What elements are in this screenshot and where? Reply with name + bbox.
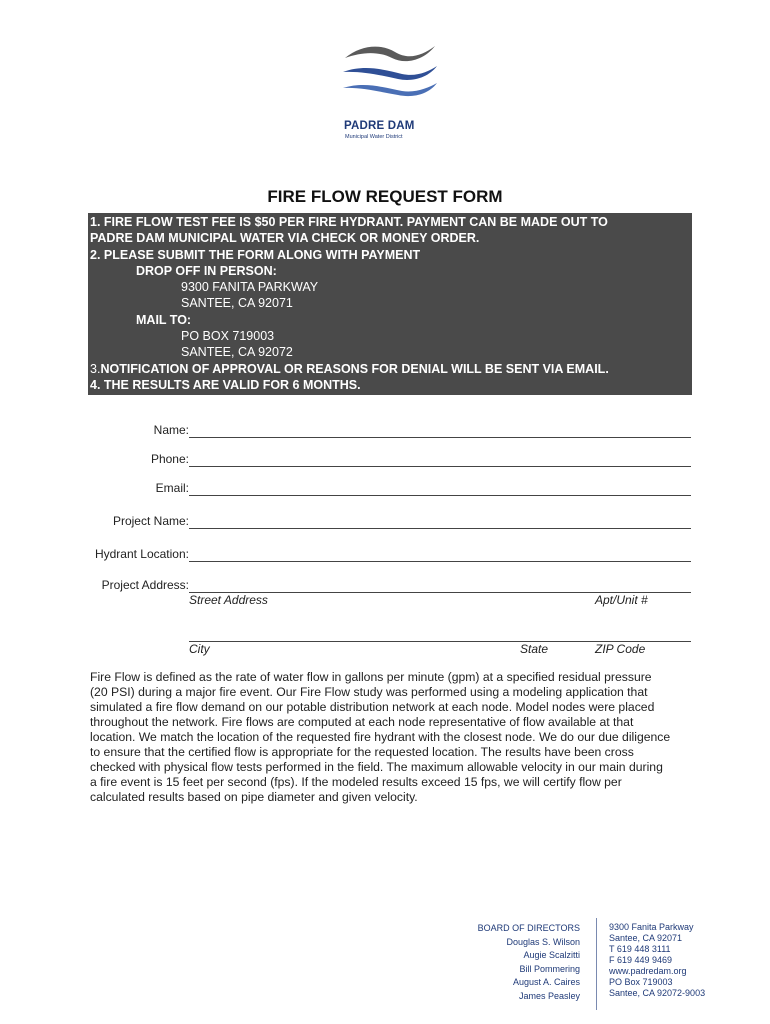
phone-field-row <box>0 452 770 470</box>
project-name-field-row <box>0 514 770 532</box>
notice-drop-off-heading: DROP OFF IN PERSON: <box>136 263 277 278</box>
city-label: City <box>189 642 210 656</box>
logo-name: PADRE DAM <box>344 120 415 132</box>
notice-mail-city: SANTEE, CA 92072 <box>181 345 293 360</box>
state-label: State <box>520 642 549 656</box>
apt-unit-label: Apt/Unit # <box>595 593 648 607</box>
name-field[interactable] <box>189 437 691 438</box>
phone-label: Phone: <box>150 452 189 466</box>
notice-line-fee: 1. FIRE FLOW TEST FEE IS $50 PER FIRE HYDRANT. PAYMENT CAN BE MADE OUT TO <box>90 215 608 229</box>
hydrant-location-field-row <box>0 547 770 565</box>
street-address-label: Street Address <box>189 593 268 607</box>
notice-mail-heading: MAIL TO: <box>136 312 192 327</box>
description-line: Fire Flow is defined as the rate of water flow in gallons per minute (gpm) at a specified residual pressure <box>90 670 652 684</box>
footer-divider <box>596 918 597 1010</box>
city-state-zip-row <box>0 627 770 645</box>
board-of-directors <box>478 922 580 1003</box>
name-label: Name: <box>153 423 189 437</box>
logo-wave-top <box>345 46 435 61</box>
notice-line-submit: 2. PLEASE SUBMIT THE FORM ALONG WITH PAYMENT <box>90 247 421 262</box>
contact-street: 9300 Fanita Parkway <box>609 922 694 932</box>
notice-line-validity: 4. THE RESULTS ARE VALID FOR 6 MONTHS. <box>90 377 361 392</box>
logo-subtitle: Municipal Water District <box>345 134 403 140</box>
water-waves-icon <box>340 38 440 108</box>
notice-drop-off-city: SANTEE, CA 92071 <box>181 296 293 311</box>
padre-dam-logo <box>330 38 450 148</box>
director-name: Augie Scalzitti <box>523 950 580 960</box>
hydrant-location-field[interactable] <box>189 561 691 562</box>
form-title: FIRE FLOW REQUEST FORM <box>267 187 503 206</box>
project-name-field[interactable] <box>189 528 691 529</box>
description-line: calculated results based on pipe diameter and given velocity. <box>90 790 418 804</box>
logo-wave-middle <box>343 66 437 80</box>
notice-notification-number: 3. <box>90 361 101 376</box>
notice-line-notification <box>90 361 692 377</box>
contact-city: Santee, CA 92071 <box>609 933 683 943</box>
director-name: August A. Caires <box>512 977 580 987</box>
name-field-row <box>0 423 770 441</box>
project-address-label: Project Address: <box>101 578 189 592</box>
director-name: Bill Pommering <box>519 963 580 974</box>
description-line: checked with physical flow tests performed in the field. The maximum allowable velocity in our main during <box>90 760 663 774</box>
description-line: (20 PSI) during a major fire event. Our Fire Flow study was performed using a modeling application that <box>90 685 648 699</box>
contact-po-box: PO Box 719003 <box>609 977 673 987</box>
description-line: throughout the network. Fire flows are computed at each node representative of flow available at that <box>90 715 634 729</box>
email-field-row <box>0 481 770 499</box>
description-line: a fire event is 15 feet per second (fps). If the modeled results exceed 15 fps, we will certify flow per <box>90 775 622 789</box>
description-line: simulated a fire flow demand on our potable distribution network at each node. Model nodes were placed <box>90 700 655 714</box>
notice-line-payment: PADRE DAM MUNICIPAL WATER VIA CHECK OR MONEY ORDER. <box>90 231 480 246</box>
description-line: to ensure that the certified flow is appropriate for the requested location. The results have been cross <box>90 745 634 759</box>
contact-fax: F 619 449 9469 <box>609 955 673 965</box>
director-name: Douglas S. Wilson <box>506 936 580 947</box>
contact-phone: T 619 448 3111 <box>609 944 671 954</box>
notice-mail-box: PO BOX 719003 <box>181 329 275 344</box>
notice-notification-text: NOTIFICATION OF APPROVAL OR REASONS FOR DENIAL WILL BE SENT VIA EMAIL. <box>100 361 609 376</box>
contact-po-city: Santee, CA 92072-9003 <box>609 988 706 998</box>
email-field[interactable] <box>189 495 691 496</box>
logo-wave-bottom <box>343 83 437 96</box>
project-name-label: Project Name: <box>112 514 189 528</box>
hydrant-location-label: Hydrant Location: <box>94 547 189 561</box>
description-line: location. We match the location of the requested fire hydrant with the closest node. We do our due diligence <box>90 730 671 744</box>
zip-code-label: ZIP Code <box>595 642 646 656</box>
contact-website[interactable]: www.padredam.org <box>609 966 687 976</box>
board-heading: BOARD OF DIRECTORS <box>477 923 580 933</box>
director-name: James Peasley <box>518 990 580 1001</box>
project-address-field-row <box>0 578 770 596</box>
notice-drop-off-street: 9300 FANITA PARKWAY <box>181 280 319 295</box>
notice-box <box>88 213 692 395</box>
contact-info <box>609 922 705 999</box>
email-label: Email: <box>155 481 189 495</box>
fire-flow-description <box>90 670 700 805</box>
phone-field[interactable] <box>189 466 691 467</box>
